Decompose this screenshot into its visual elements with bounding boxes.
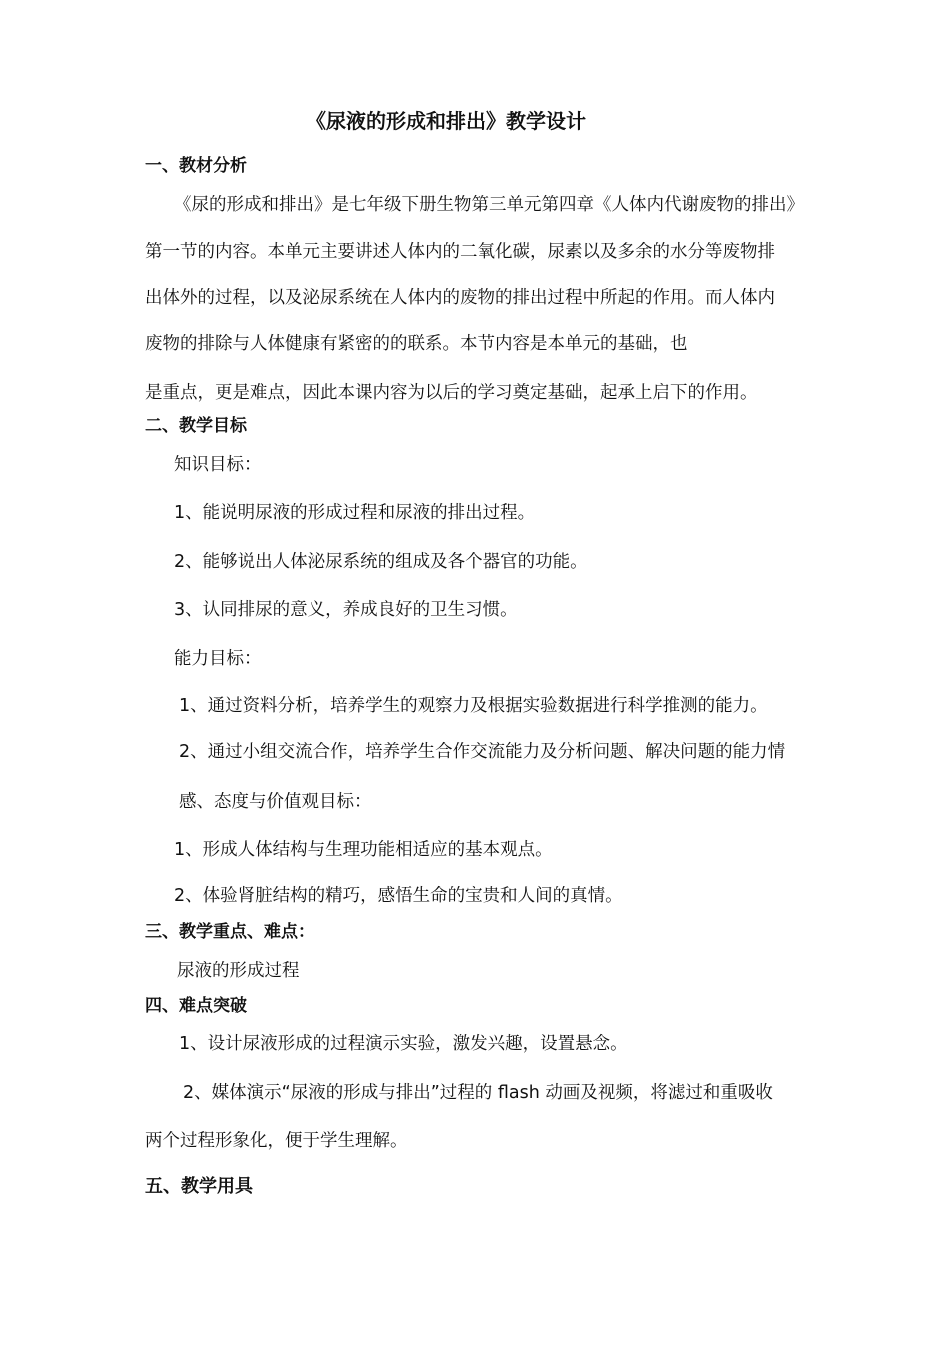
document-title: 《尿液的形成和排出》教学设计 bbox=[306, 109, 586, 133]
key-point-content: 尿液的形成过程 bbox=[177, 961, 300, 981]
list-item: 3、认同排尿的意义，养成良好的卫生习惯。 bbox=[174, 600, 518, 620]
ability-label: 能力目标： bbox=[174, 649, 262, 669]
list-item: 2、通过小组交流合作，培养学生合作交流能力及分析问题、解决问题的能力情 bbox=[179, 742, 786, 762]
section-heading-materials: 一、教材分析 bbox=[145, 156, 247, 176]
list-item: 2、体验肾脏结构的精巧，感悟生命的宝贵和人间的真情。 bbox=[174, 886, 623, 906]
list-item: 1、设计尿液形成的过程演示实验，激发兴趣，设置悬念。 bbox=[179, 1034, 628, 1054]
paragraph-line: 是重点，更是难点，因此本课内容为以后的学习奠定基础，起承上启下的作用。 bbox=[145, 383, 758, 403]
paragraph-line: 第一节的内容。本单元主要讲述人体内的二氧化碳，尿素以及多余的水分等废物排 bbox=[145, 242, 775, 262]
list-item: 1、通过资料分析，培养学生的观察力及根据实验数据进行科学推测的能力。 bbox=[179, 696, 768, 716]
list-item: 1、能说明尿液的形成过程和尿液的排出过程。 bbox=[174, 503, 536, 523]
list-item: 2、能够说出人体泌尿系统的组成及各个器官的功能。 bbox=[174, 552, 588, 572]
paragraph-line: 两个过程形象化，便于学生理解。 bbox=[145, 1131, 408, 1151]
section-heading-key-points: 三、教学重点、难点： bbox=[145, 922, 315, 942]
paragraph-line: 废物的排除与人体健康有紧密的的联系。本节内容是本单元的基础，也 bbox=[145, 334, 688, 354]
section-heading-breakthrough: 四、难点突破 bbox=[145, 996, 247, 1016]
list-item: 2、媒体演示“尿液的形成与排出”过程的 flash 动画及视频，将滤过和重吸收 bbox=[183, 1083, 773, 1103]
knowledge-label: 知识目标： bbox=[174, 455, 262, 475]
attitude-label: 感、态度与价值观目标： bbox=[179, 792, 372, 812]
list-item: 1、形成人体结构与生理功能相适应的基本观点。 bbox=[174, 840, 553, 860]
paragraph-line: 《尿的形成和排出》是七年级下册生物第三单元第四章《人体内代谢废物的排出》 bbox=[174, 195, 804, 215]
section-heading-tools: 五、教学用具 bbox=[145, 1176, 253, 1197]
paragraph-line: 出体外的过程，以及泌尿系统在人体内的废物的排出过程中所起的作用。而人体内 bbox=[145, 288, 775, 308]
section-heading-objectives: 二、教学目标 bbox=[145, 416, 247, 436]
